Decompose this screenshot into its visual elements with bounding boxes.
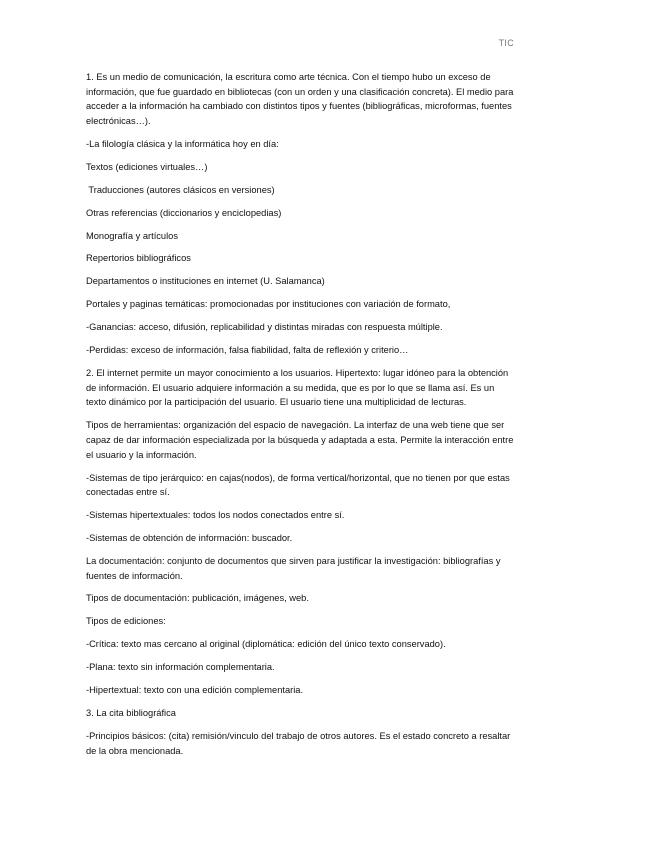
list-item-textos: Textos (ediciones virtuales…) <box>86 161 208 172</box>
list-item-repertorios: Repertorios bibliográficos <box>86 253 191 264</box>
paragraph-filologia-heading: -La filología clásica y la informática hoy en día: <box>86 139 279 149</box>
section-heading-cita: 3. La cita bibliográfica <box>86 707 176 718</box>
list-item-monografia: Monografía y artículos <box>86 230 178 241</box>
paragraph-principios: -Principios básicos: (cita) remisión/vinculo del trabajo de otros autores. Es el estado concreto a resaltar de la obra mencionada. <box>86 730 511 756</box>
paragraph-documentacion: La documentación: conjunto de documentos que sirven para justificar la investigación: bibliografías y fuentes de información. <box>86 555 501 581</box>
list-item-otras-referencias: Otras referencias (diccionarios y enciclopedias) <box>86 207 282 218</box>
paragraph-plana: -Plana: texto sin información complementaria. <box>86 662 275 673</box>
paragraph-hipertextuales: -Sistemas hipertextuales: todos los nodos conectados entre sí. <box>86 510 345 521</box>
document-body <box>86 70 516 766</box>
paragraph-internet: 2. El internet permite un mayor conocimiento a los usuarios. Hipertexto: lugar idóneo para la obtención de información. El usuario adquiere información a su medida, que es por lo que se llama así. Es un texto dinámico por la participación del usuario. El usuario tiene una multiplicidad de lecturas. <box>86 367 509 408</box>
list-item-portales: Portales y paginas temáticas: promocionadas por instituciones con variación de formato, <box>86 299 451 310</box>
paragraph-intro: 1. Es un medio de comunicación, la escritura como arte técnica. Con el tiempo hubo un exceso de información, que fue guardado en bibliotecas (con un orden y una clasificación concreta). El medio para acceder a la información ha cambiado con distintos tipos y fuentes (bibliográficas, microformas, fuentes electrónicas…). <box>86 72 514 127</box>
paragraph-critica: -Crítica: texto mas cercano al original (diplomática: edición del único texto conservado). <box>86 639 446 650</box>
paragraph-obtencion: -Sistemas de obtención de información: buscador. <box>86 532 293 543</box>
list-item-traducciones: Traducciones (autores clásicos en versiones) <box>86 184 275 195</box>
paragraph-ganancias: -Ganancias: acceso, difusión, replicabilidad y distintas miradas con respuesta múltiple. <box>86 322 443 333</box>
paragraph-tipos-documentacion: Tipos de documentación: publicación, imágenes, web. <box>86 593 309 604</box>
page-header: TIC <box>498 38 514 48</box>
paragraph-hipertextual: -Hipertextual: texto con una edición complementaria. <box>86 685 304 696</box>
list-item-departamentos: Departamentos o instituciones en internet (U. Salamanca) <box>86 276 325 287</box>
paragraph-jerarquico: -Sistemas de tipo jerárquico: en cajas(nodos), de forma vertical/horizontal, que no tienen por que estas conectadas entre sí. <box>86 472 510 498</box>
paragraph-tipos-ediciones: Tipos de ediciones: <box>86 616 166 627</box>
paragraph-herramientas: Tipos de herramientas: organización del espacio de navegación. La interfaz de una web tiene que ser capaz de dar información especializada por la búsqueda y adaptada a esta. Permite la interacción entre el usuario y la información. <box>86 420 514 460</box>
paragraph-perdidas: -Perdidas: exceso de información, falsa fiabilidad, falta de reflexión y criterio… <box>86 345 409 356</box>
